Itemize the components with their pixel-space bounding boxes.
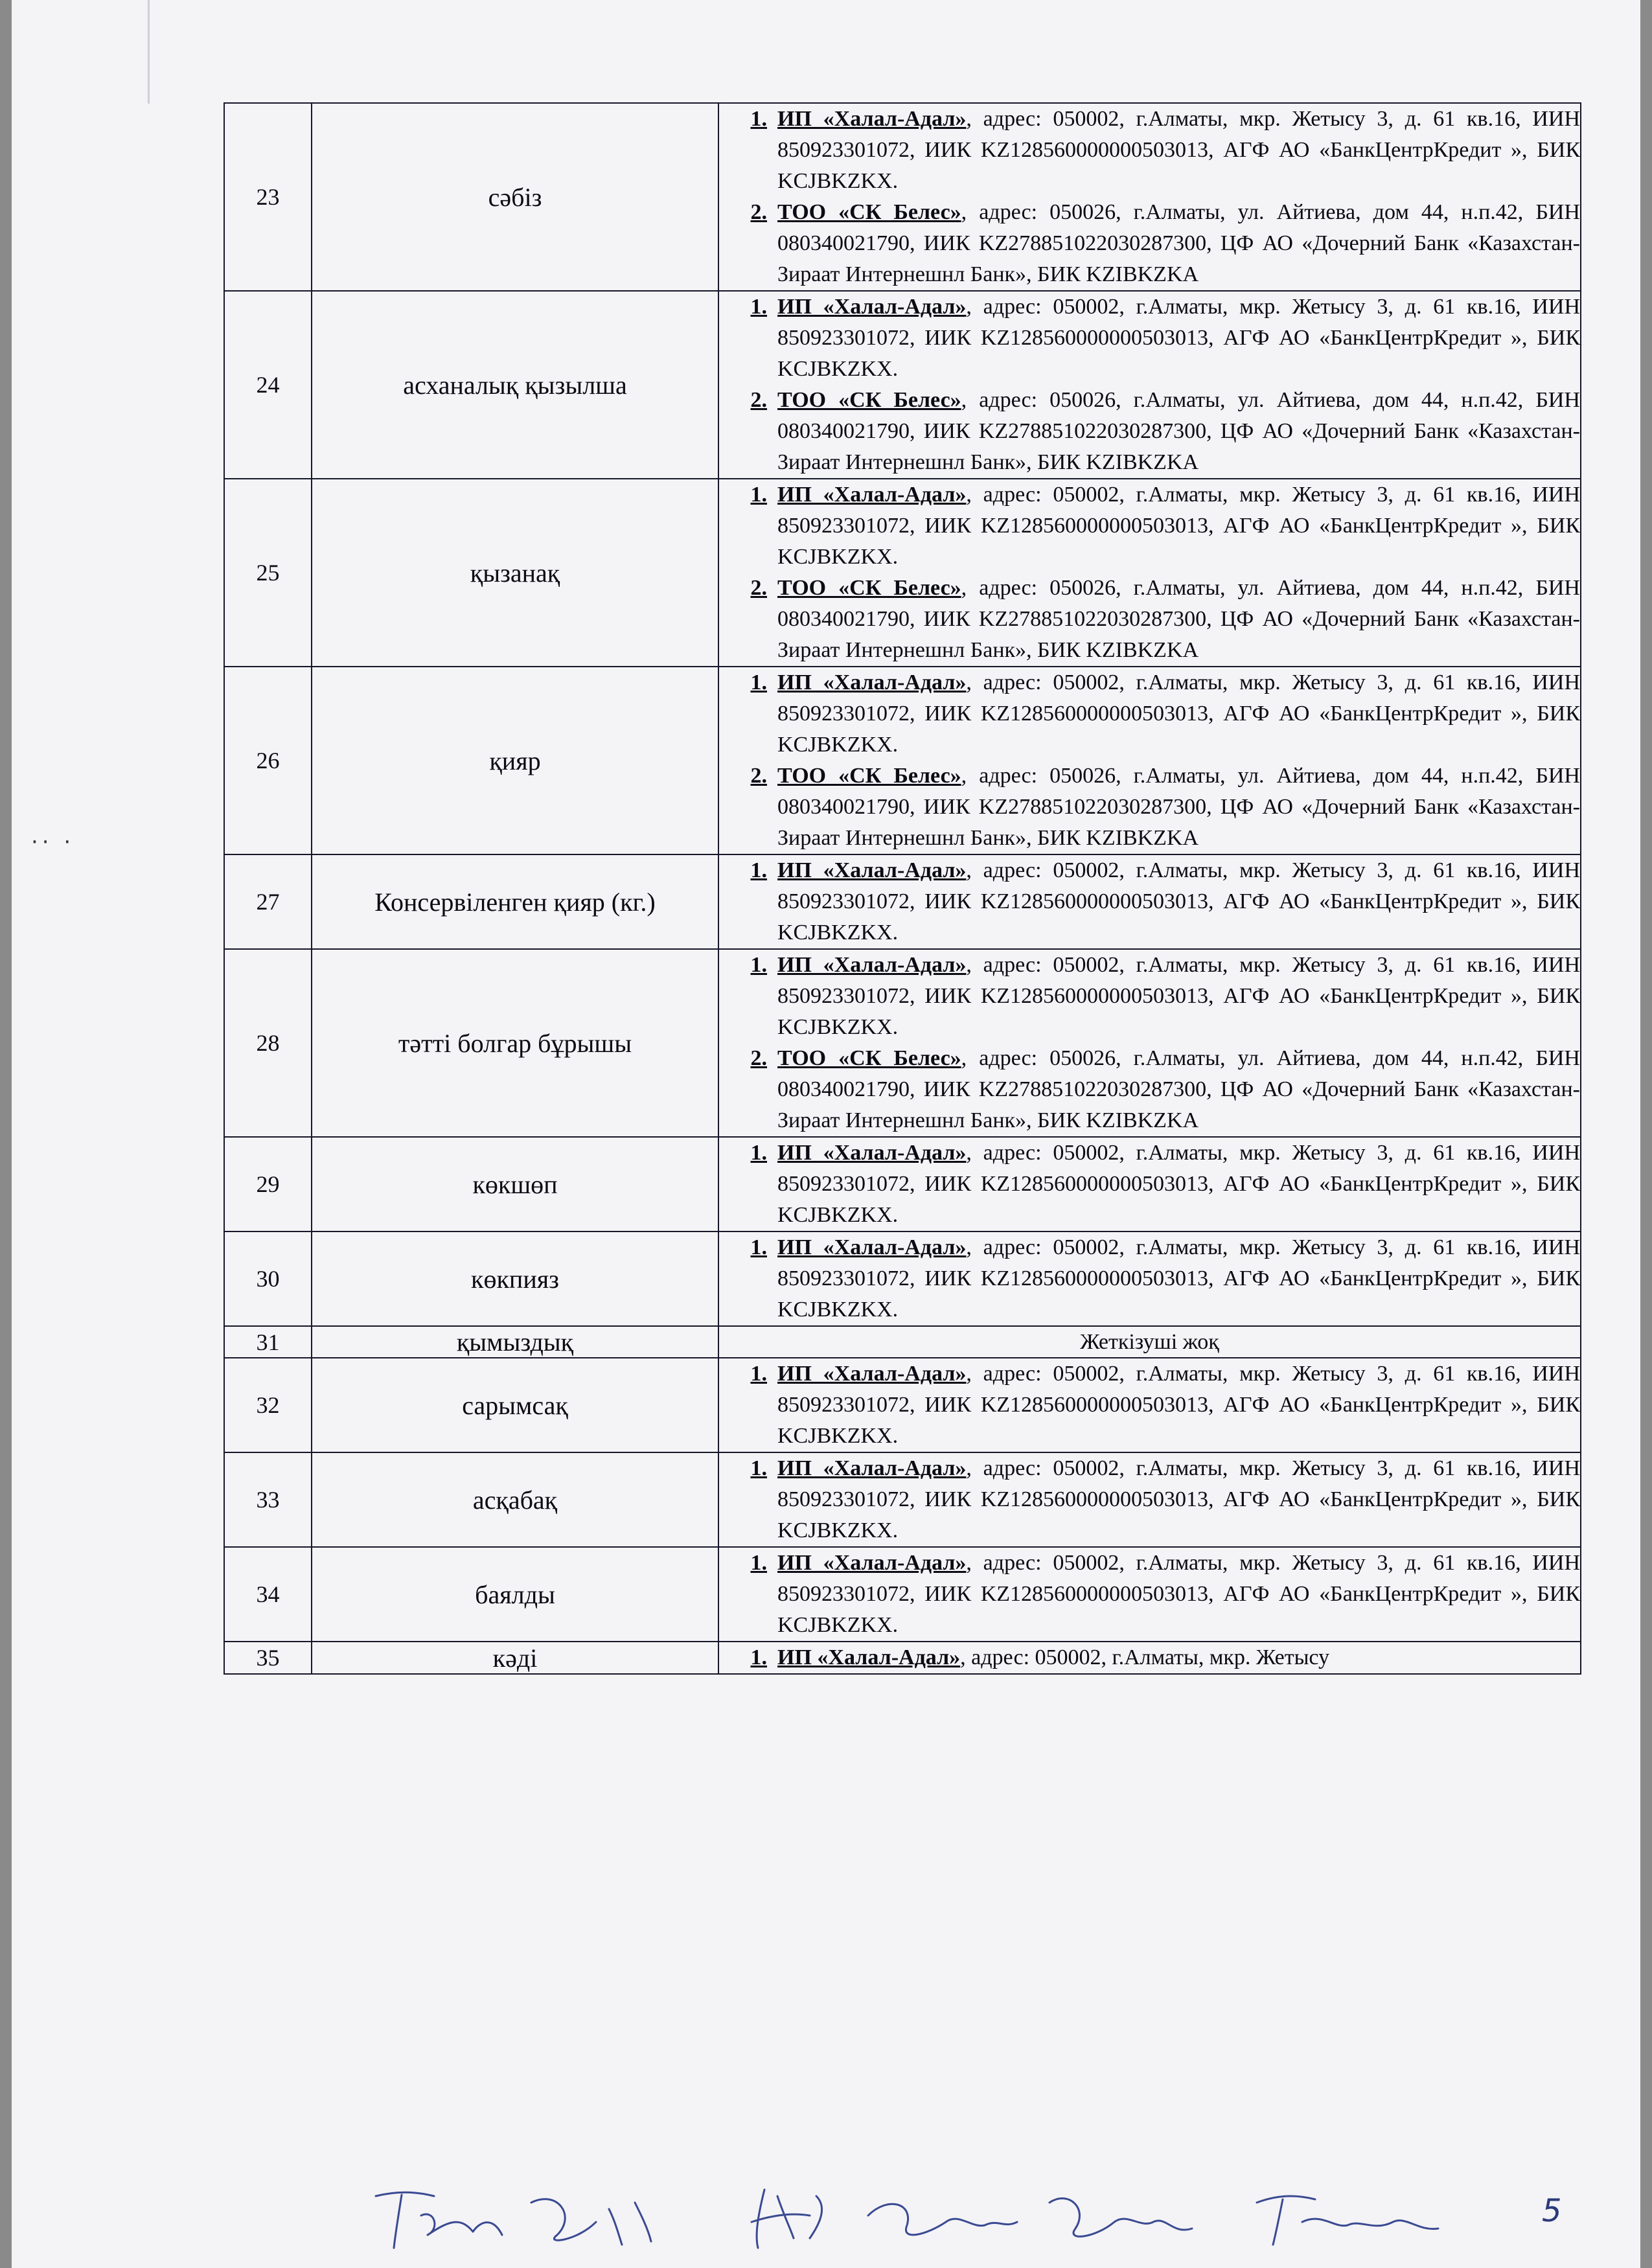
page-number: 5 bbox=[1542, 2193, 1562, 2229]
supplier-list-marker: 1. bbox=[750, 1362, 767, 1386]
supplier-requisites: , адрес: 050002, г.Алматы, мкр. Жетысу 3, д. 61 кв.16, ИИН 850923301072, ИИК KZ128560000000503013, АГФ АО «БанкЦентрКредит », БИК KCJBKZKX. bbox=[777, 953, 1580, 1039]
supplier-entry bbox=[719, 1232, 1580, 1325]
row-number-cell: 25 bbox=[224, 479, 312, 667]
supplier-entry bbox=[719, 1642, 1580, 1673]
supplier-firm-name: ИП «Халал-Адал» bbox=[777, 953, 967, 977]
table-row bbox=[224, 667, 1581, 854]
row-number-cell: 35 bbox=[224, 1642, 312, 1674]
supplier-details bbox=[777, 1358, 1580, 1452]
product-name-cell: қымыздық bbox=[312, 1326, 718, 1358]
product-name-cell: тәтті болгар бұрышы bbox=[312, 949, 718, 1137]
product-name-cell: Консервіленген қияр (кг.) bbox=[312, 854, 718, 949]
supplier-requisites: , адрес: 050002, г.Алматы, мкр. Жетысу 3, д. 61 кв.16, ИИН 850923301072, ИИК KZ128560000000503013, АГФ АО «БанкЦентрКредит », БИК KCJBKZKX. bbox=[777, 295, 1580, 381]
supplier-entry bbox=[719, 667, 1580, 761]
supplier-requisites: , адрес: 050002, г.Алматы, мкр. Жетысу 3, д. 61 кв.16, ИИН 850923301072, ИИК KZ128560000000503013, АГФ АО «БанкЦентрКредит », БИК KCJBKZKX. bbox=[777, 107, 1580, 193]
supplier-cell bbox=[718, 667, 1581, 854]
supplier-list-marker: 1. bbox=[750, 1235, 767, 1259]
supplier-cell bbox=[718, 103, 1581, 291]
supplier-details bbox=[777, 761, 1580, 854]
row-number-cell: 27 bbox=[224, 854, 312, 949]
supplier-entry bbox=[719, 1453, 1580, 1546]
supplier-details bbox=[777, 292, 1580, 385]
supplier-firm-name: ИП «Халал-Адал» bbox=[777, 670, 967, 694]
product-name-cell: көкпияз bbox=[312, 1231, 718, 1326]
row-number-cell: 32 bbox=[224, 1358, 312, 1452]
supplier-entry bbox=[719, 1358, 1580, 1452]
supplier-entry bbox=[719, 761, 1580, 854]
table-row bbox=[224, 1547, 1581, 1642]
row-number-cell: 24 bbox=[224, 291, 312, 479]
supplier-entry bbox=[719, 855, 1580, 948]
supplier-requisites: , адрес: 050026, г.Алматы, ул. Айтиева, дом 44, н.п.42, БИН 080340021790, ИИК KZ278851022030287300, ЦФ АО «Дочерний Банк «Казахстан-Зираат Интернешнл Банк», БИК KZIBKZKA bbox=[777, 764, 1580, 850]
supplier-list-marker: 2. bbox=[750, 1046, 767, 1070]
supplier-list-marker: 2. bbox=[750, 200, 767, 224]
table-row bbox=[224, 103, 1581, 291]
supplier-requisites: , адрес: 050026, г.Алматы, ул. Айтиева, дом 44, н.п.42, БИН 080340021790, ИИК KZ278851022030287300, ЦФ АО «Дочерний Банк «Казахстан-Зираат Интернешнл Банк», БИК KZIBKZKA bbox=[777, 200, 1580, 286]
supplier-requisites: , адрес: 050002, г.Алматы, мкр. Жетысу 3, д. 61 кв.16, ИИН 850923301072, ИИК KZ128560000000503013, АГФ АО «БанкЦентрКредит », БИК KCJBKZKX. bbox=[777, 483, 1580, 569]
supplier-cell bbox=[718, 291, 1581, 479]
row-number-cell: 23 bbox=[224, 103, 312, 291]
table-row bbox=[224, 1358, 1581, 1452]
supplier-details bbox=[777, 385, 1580, 478]
product-name-cell: көкшөп bbox=[312, 1137, 718, 1231]
product-name-cell: асханалық қызылша bbox=[312, 291, 718, 479]
table-row bbox=[224, 949, 1581, 1137]
supplier-firm-name: ИП «Халал-Адал» bbox=[777, 1362, 967, 1386]
table-row bbox=[224, 291, 1581, 479]
row-number-cell: 34 bbox=[224, 1547, 312, 1642]
supplier-details bbox=[777, 1453, 1580, 1546]
supplier-details bbox=[777, 197, 1580, 290]
supplier-entry bbox=[719, 1548, 1580, 1641]
supplier-list-marker: 1. bbox=[750, 670, 767, 694]
supplier-firm-name: ИП «Халал-Адал» bbox=[777, 107, 967, 131]
supplier-cell bbox=[718, 1452, 1581, 1547]
supplier-firm-name: ИП «Халал-Адал» bbox=[777, 1551, 967, 1575]
supplier-list-marker: 1. bbox=[750, 1551, 767, 1575]
supplier-requisites: , адрес: 050002, г.Алматы, мкр. Жетысу bbox=[960, 1645, 1330, 1669]
supplier-list-marker: 1. bbox=[750, 483, 767, 507]
table-row bbox=[224, 1326, 1581, 1358]
product-name-cell: қызанақ bbox=[312, 479, 718, 667]
supplier-cell bbox=[718, 1326, 1581, 1358]
supplier-entry bbox=[719, 479, 1580, 573]
supplier-details bbox=[777, 1642, 1580, 1673]
supplier-requisites: , адрес: 050002, г.Алматы, мкр. Жетысу 3, д. 61 кв.16, ИИН 850923301072, ИИК KZ128560000000503013, АГФ АО «БанкЦентрКредит », БИК KCJBKZKX. bbox=[777, 1362, 1580, 1448]
row-number-cell: 33 bbox=[224, 1452, 312, 1547]
supplier-entry bbox=[719, 1138, 1580, 1231]
supplier-table bbox=[224, 102, 1581, 1675]
supplier-details bbox=[777, 1548, 1580, 1641]
supplier-requisites: , адрес: 050002, г.Алматы, мкр. Жетысу 3, д. 61 кв.16, ИИН 850923301072, ИИК KZ128560000000503013, АГФ АО «БанкЦентрКредит », БИК KCJBKZKX. bbox=[777, 1235, 1580, 1322]
supplier-firm-name: ТОО «СК Белес» bbox=[777, 200, 961, 224]
supplier-list-marker: 1. bbox=[750, 295, 767, 319]
supplier-firm-name: ИП «Халал-Адал» bbox=[777, 483, 967, 507]
binding-marks: ·· · bbox=[31, 829, 75, 855]
supplier-list-marker: 2. bbox=[750, 576, 767, 600]
supplier-list-marker: 1. bbox=[750, 1645, 767, 1669]
row-number-cell: 28 bbox=[224, 949, 312, 1137]
row-number-cell: 30 bbox=[224, 1231, 312, 1326]
supplier-requisites: , адрес: 050002, г.Алматы, мкр. Жетысу 3, д. 61 кв.16, ИИН 850923301072, ИИК KZ128560000000503013, АГФ АО «БанкЦентрКредит », БИК KCJBKZKX. bbox=[777, 1456, 1580, 1542]
supplier-details bbox=[777, 1138, 1580, 1231]
product-name-cell: қияр bbox=[312, 667, 718, 854]
supplier-list-marker: 2. bbox=[750, 388, 767, 412]
page-fold-line bbox=[148, 0, 150, 104]
supplier-entry bbox=[719, 1043, 1580, 1136]
supplier-details bbox=[777, 1043, 1580, 1136]
supplier-list-marker: 1. bbox=[750, 1141, 767, 1165]
supplier-cell bbox=[718, 1547, 1581, 1642]
row-number-cell: 26 bbox=[224, 667, 312, 854]
supplier-firm-name: ИП «Халал-Адал» bbox=[777, 858, 967, 882]
supplier-entry bbox=[719, 573, 1580, 666]
product-name-cell: асқабақ bbox=[312, 1452, 718, 1547]
handwritten-signatures bbox=[363, 2177, 1529, 2254]
supplier-details bbox=[777, 950, 1580, 1043]
supplier-list-marker: 1. bbox=[750, 858, 767, 882]
supplier-details bbox=[777, 667, 1580, 761]
supplier-cell bbox=[718, 854, 1581, 949]
table-row bbox=[224, 1452, 1581, 1547]
supplier-entry bbox=[719, 104, 1580, 197]
table-row bbox=[224, 854, 1581, 949]
supplier-requisites: , адрес: 050002, г.Алматы, мкр. Жетысу 3, д. 61 кв.16, ИИН 850923301072, ИИК KZ128560000000503013, АГФ АО «БанкЦентрКредит », БИК KCJBKZKX. bbox=[777, 1551, 1580, 1637]
supplier-requisites: , адрес: 050002, г.Алматы, мкр. Жетысу 3, д. 61 кв.16, ИИН 850923301072, ИИК KZ128560000000503013, АГФ АО «БанкЦентрКредит », БИК KCJBKZKX. bbox=[777, 670, 1580, 757]
row-number-cell: 29 bbox=[224, 1137, 312, 1231]
supplier-details bbox=[777, 1232, 1580, 1325]
supplier-requisites: , адрес: 050002, г.Алматы, мкр. Жетысу 3, д. 61 кв.16, ИИН 850923301072, ИИК KZ128560000000503013, АГФ АО «БанкЦентрКредит », БИК KCJBKZKX. bbox=[777, 1141, 1580, 1227]
supplier-firm-name: ИП «Халал-Адал» bbox=[777, 295, 967, 319]
supplier-entry bbox=[719, 385, 1580, 478]
product-name-cell: сәбіз bbox=[312, 103, 718, 291]
supplier-requisites: , адрес: 050026, г.Алматы, ул. Айтиева, дом 44, н.п.42, БИН 080340021790, ИИК KZ278851022030287300, ЦФ АО «Дочерний Банк «Казахстан-Зираат Интернешнл Банк», БИК KZIBKZKA bbox=[777, 576, 1580, 662]
supplier-details bbox=[777, 479, 1580, 573]
supplier-details bbox=[777, 855, 1580, 948]
supplier-cell bbox=[718, 1231, 1581, 1326]
supplier-cell bbox=[718, 1642, 1581, 1674]
supplier-cell bbox=[718, 479, 1581, 667]
supplier-cell bbox=[718, 1358, 1581, 1452]
supplier-firm-name: ТОО «СК Белес» bbox=[777, 388, 961, 412]
table-row bbox=[224, 1137, 1581, 1231]
supplier-entry bbox=[719, 950, 1580, 1043]
table-row bbox=[224, 479, 1581, 667]
supplier-list-marker: 1. bbox=[750, 953, 767, 977]
supplier-requisites: , адрес: 050026, г.Алматы, ул. Айтиева, дом 44, н.п.42, БИН 080340021790, ИИК KZ278851022030287300, ЦФ АО «Дочерний Банк «Казахстан-Зираат Интернешнл Банк», БИК KZIBKZKA bbox=[777, 388, 1580, 474]
supplier-firm-name: ИП «Халал-Адал» bbox=[777, 1456, 967, 1480]
table-row bbox=[224, 1231, 1581, 1326]
supplier-table-body bbox=[224, 103, 1581, 1674]
supplier-details bbox=[777, 104, 1580, 197]
supplier-firm-name: ТОО «СК Белес» bbox=[777, 764, 961, 788]
supplier-list-marker: 2. bbox=[750, 764, 767, 788]
supplier-firm-name: ТОО «СК Белес» bbox=[777, 1046, 961, 1070]
supplier-firm-name: ИП «Халал-Адал» bbox=[777, 1645, 961, 1669]
no-supplier-text: Жеткізуші жоқ bbox=[1080, 1329, 1219, 1354]
supplier-firm-name: ТОО «СК Белес» bbox=[777, 576, 961, 600]
supplier-cell bbox=[718, 1137, 1581, 1231]
product-name-cell: сарымсақ bbox=[312, 1358, 718, 1452]
table-row bbox=[224, 1642, 1581, 1674]
row-number-cell: 31 bbox=[224, 1326, 312, 1358]
supplier-cell bbox=[718, 949, 1581, 1137]
supplier-firm-name: ИП «Халал-Адал» bbox=[777, 1235, 967, 1259]
supplier-list-marker: 1. bbox=[750, 1456, 767, 1480]
supplier-firm-name: ИП «Халал-Адал» bbox=[777, 1141, 967, 1165]
product-name-cell: кәді bbox=[312, 1642, 718, 1674]
supplier-list-marker: 1. bbox=[750, 107, 767, 131]
product-name-cell: баялды bbox=[312, 1547, 718, 1642]
supplier-entry bbox=[719, 197, 1580, 290]
supplier-details bbox=[777, 573, 1580, 666]
supplier-requisites: , адрес: 050026, г.Алматы, ул. Айтиева, дом 44, н.п.42, БИН 080340021790, ИИК KZ278851022030287300, ЦФ АО «Дочерний Банк «Казахстан-Зираат Интернешнл Банк», БИК KZIBKZKA bbox=[777, 1046, 1580, 1132]
supplier-entry bbox=[719, 292, 1580, 385]
supplier-requisites: , адрес: 050002, г.Алматы, мкр. Жетысу 3, д. 61 кв.16, ИИН 850923301072, ИИК KZ128560000000503013, АГФ АО «БанкЦентрКредит », БИК KCJBKZKX. bbox=[777, 858, 1580, 945]
